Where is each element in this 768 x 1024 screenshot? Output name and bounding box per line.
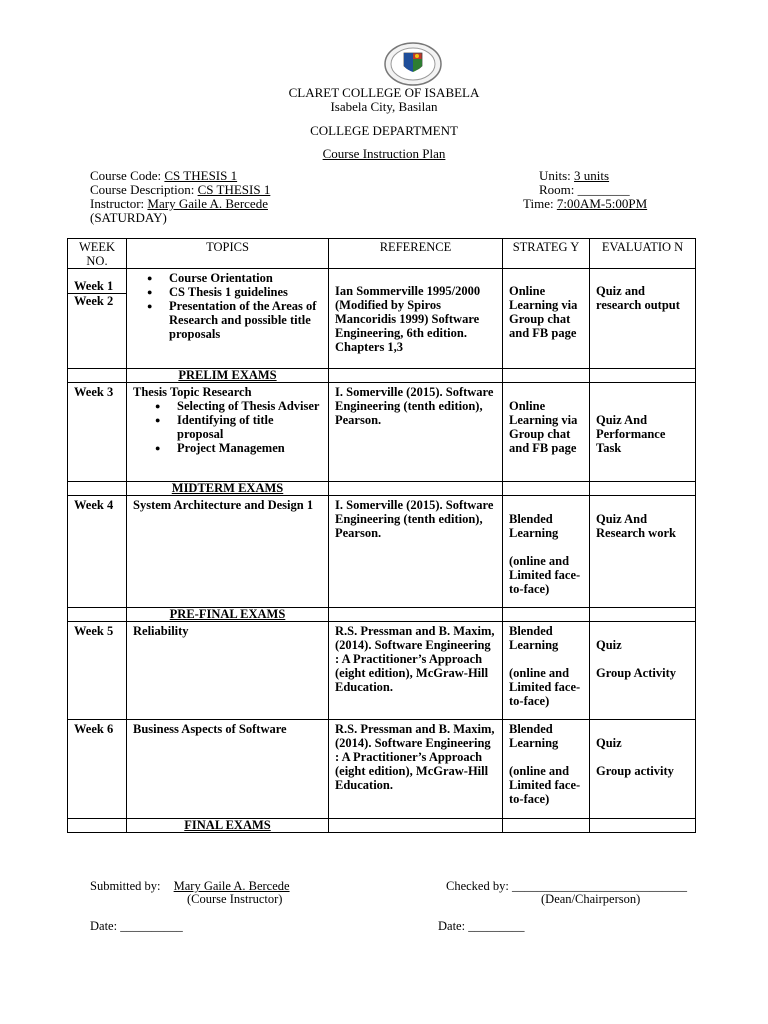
checked-by <box>446 879 687 893</box>
header-reference: REFERENCE <box>329 239 503 269</box>
prefinal-exams-label: PRE-FINAL EXAMS <box>127 608 329 622</box>
week-cell <box>68 269 127 369</box>
topics-cell <box>127 383 329 482</box>
reference-cell: I. Somerville (2015). Software Engineering (tenth edition), Pearson. <box>329 383 503 482</box>
header-evaluation: EVALUATIO N <box>590 239 696 269</box>
date-right <box>438 919 524 933</box>
instructor-label: Instructor: <box>90 196 145 211</box>
evaluation-detail: Group activity <box>596 764 674 778</box>
table-header-row <box>68 239 696 269</box>
checked-by-line: ____________________________ <box>511 879 687 893</box>
school-seal-icon <box>383 42 443 86</box>
list-item: ● Presentation of the Areas of Research and possible title proposals <box>169 299 322 341</box>
time-value: 7:00AM-5:00PM <box>556 196 648 211</box>
course-description-value: CS THESIS 1 <box>197 182 271 197</box>
reference-cell: Ian Sommerville 1995/2000 (Modified by Spiros Mancoridis 1999) Software Engineering, 6th edition. Chapters 1,3 <box>329 269 503 369</box>
table-row <box>68 720 696 819</box>
checked-by-role: (Dean/Chairperson) <box>541 892 641 906</box>
exam-row-final <box>68 819 696 833</box>
topic-title: Thesis Topic Research <box>133 385 252 399</box>
room <box>539 183 630 197</box>
evaluation-cell: Quiz And Performance Task <box>590 383 696 482</box>
evaluation-main: Quiz <box>596 736 622 750</box>
units-value: 3 units <box>574 168 610 183</box>
date-left <box>90 919 183 933</box>
course-code-label: Course Code: <box>90 168 162 183</box>
units-label: Units: <box>539 168 571 183</box>
submitted-by <box>90 879 290 893</box>
course-day: (SATURDAY) <box>90 210 167 225</box>
submitted-by-role: (Course Instructor) <box>187 892 283 906</box>
header-topics: TOPICS <box>127 239 329 269</box>
week-1-label: Week 1 <box>68 269 126 294</box>
date-left-line: __________ <box>120 919 183 933</box>
strategy-cell: Online Learning via Group chat and FB page <box>503 383 590 482</box>
exam-row-midterm <box>68 482 696 496</box>
strategy-main: Blended Learning <box>509 722 559 750</box>
instruction-plan-table <box>67 238 696 833</box>
exam-row-prelim <box>68 369 696 383</box>
submitted-by-name: Mary Gaile A. Bercede <box>173 879 290 893</box>
final-exams-label: FINAL EXAMS <box>127 819 329 833</box>
midterm-exams-label: MIDTERM EXAMS <box>127 482 329 496</box>
checked-by-label: Checked by: <box>446 879 509 893</box>
strategy-detail: (online and Limited face-to-face) <box>509 666 581 708</box>
week-cell: Week 5 <box>68 622 127 720</box>
topics-list <box>133 399 322 455</box>
course-description <box>90 183 274 197</box>
list-item: ● Identifying of title proposal <box>177 413 322 441</box>
list-item: ● Project Managemen <box>177 441 322 455</box>
strategy-detail: (online and Limited face-to-face) <box>509 764 581 806</box>
course-code <box>90 169 251 183</box>
units <box>539 169 609 183</box>
room-value: ________ <box>577 182 630 197</box>
list-item: ● CS Thesis 1 guidelines <box>169 285 322 299</box>
document-title <box>0 146 768 161</box>
reference-cell: I. Somerville (2015). Software Engineering (tenth edition), Pearson. <box>329 496 503 608</box>
evaluation-cell <box>590 622 696 720</box>
strategy-cell <box>503 496 590 608</box>
topics-cell: Reliability <box>127 622 329 720</box>
evaluation-cell <box>590 720 696 819</box>
reference-cell: R.S. Pressman and B. Maxim, (2014). Software Engineering : A Practitioner’s Approach (eight edition), McGraw-Hill Education. <box>329 622 503 720</box>
header-strategy: STRATEG Y <box>503 239 590 269</box>
header-week: WEEK NO. <box>68 239 127 269</box>
department: COLLEGE DEPARTMENT <box>310 123 458 138</box>
table-row <box>68 496 696 608</box>
evaluation-cell: Quiz and research output <box>590 269 696 369</box>
week-cell: Week 4 <box>68 496 127 608</box>
list-item: ● Selecting of Thesis Adviser <box>177 399 322 413</box>
time <box>523 197 651 211</box>
week-2-label: Week 2 <box>74 294 114 308</box>
evaluation-main: Quiz <box>596 638 622 652</box>
strategy-cell: Online Learning via Group chat and FB page <box>503 269 590 369</box>
school-name: CLARET COLLEGE OF ISABELA <box>288 85 480 100</box>
table-row <box>68 269 696 369</box>
list-item: ● Course Orientation <box>169 271 322 285</box>
date-right-line: _________ <box>468 919 525 933</box>
strategy-detail: (online and Limited face-to-face) <box>509 554 581 596</box>
topics-cell: System Architecture and Design 1 <box>127 496 329 608</box>
strategy-cell <box>503 720 590 819</box>
date-right-label: Date: <box>438 919 466 933</box>
document-title-text: Course Instruction Plan <box>322 146 446 161</box>
topics-cell <box>127 269 329 369</box>
prelim-exams-label: PRELIM EXAMS <box>127 369 329 383</box>
submitted-by-label: Submitted by: <box>90 879 161 893</box>
evaluation-cell: Quiz And Research work <box>590 496 696 608</box>
week-cell: Week 6 <box>68 720 127 819</box>
table-row <box>68 383 696 482</box>
evaluation-detail: Group Activity <box>596 666 676 680</box>
reference-cell: R.S. Pressman and B. Maxim, (2014). Software Engineering : A Practitioner’s Approach (eight edition), McGraw-Hill Education. <box>329 720 503 819</box>
week-cell: Week 3 <box>68 383 127 482</box>
table-row <box>68 622 696 720</box>
room-label: Room: <box>539 182 575 197</box>
topics-list <box>133 271 322 341</box>
school-location: Isabela City, Basilan <box>330 99 438 114</box>
instructor <box>90 197 268 211</box>
course-description-label: Course Description: <box>90 182 195 197</box>
time-label: Time: <box>523 196 554 211</box>
strategy-main: Blended Learning <box>509 512 559 540</box>
topics-cell: Business Aspects of Software <box>127 720 329 819</box>
strategy-cell <box>503 622 590 720</box>
instructor-value: Mary Gaile A. Bercede <box>147 196 268 211</box>
strategy-main: Blended Learning <box>509 624 559 652</box>
course-code-value: CS THESIS 1 <box>164 168 238 183</box>
exam-row-prefinal <box>68 608 696 622</box>
date-left-label: Date: <box>90 919 118 933</box>
